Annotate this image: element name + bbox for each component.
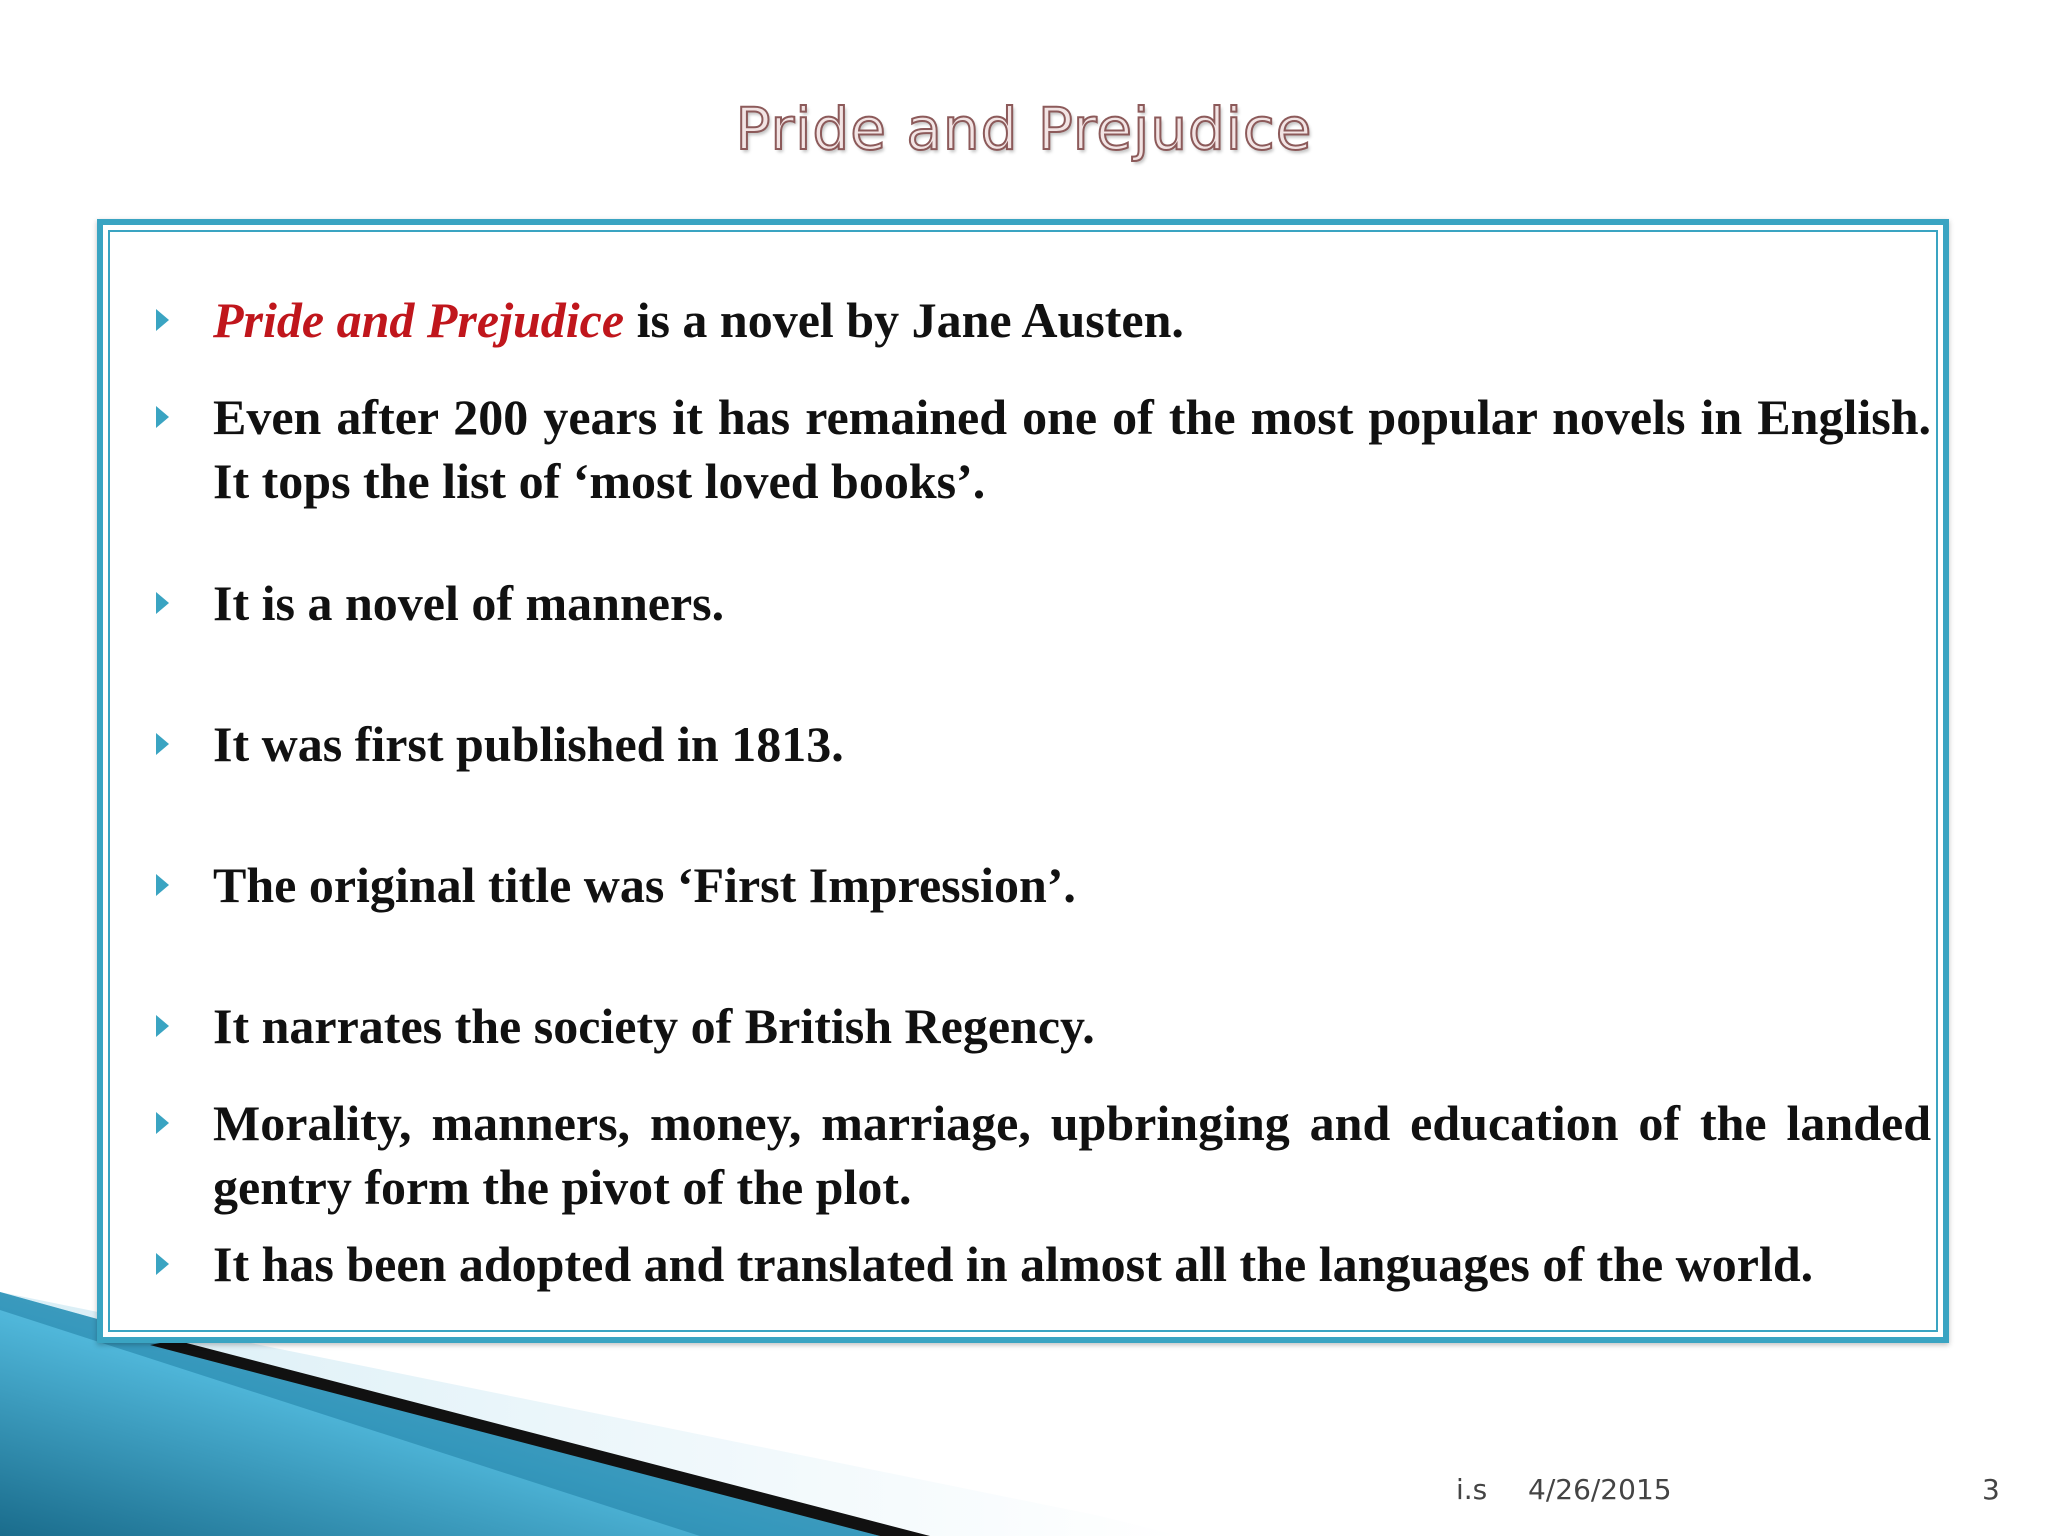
bullet-text bbox=[213, 288, 1931, 352]
triangle-right-icon bbox=[156, 309, 169, 331]
bullet-text: Even after 200 years it has remained one of the most popular novels in English. It tops the list of ‘most loved books’. bbox=[213, 389, 1931, 509]
slide-title: Pride and Prejudice bbox=[735, 95, 1313, 163]
triangle-right-icon bbox=[156, 406, 169, 428]
bullet-text: Morality, manners, money, marriage, upbringing and education of the landed gentry form the pivot of the plot. bbox=[213, 1095, 1931, 1215]
triangle-right-icon bbox=[156, 1112, 169, 1134]
bullet-text: The original title was ‘First Impression’. bbox=[213, 857, 1076, 913]
footer-author: i.s bbox=[1456, 1473, 1488, 1506]
bullet-text: It has been adopted and translated in almost all the languages of the world. bbox=[213, 1236, 1814, 1292]
bullet-text: It is a novel of manners. bbox=[213, 575, 725, 631]
bullet-text: It narrates the society of British Regency. bbox=[213, 998, 1095, 1054]
triangle-right-icon bbox=[156, 592, 169, 614]
footer-date: 4/26/2015 bbox=[1528, 1473, 1672, 1506]
content-box bbox=[97, 219, 1949, 1343]
triangle-right-icon bbox=[156, 1015, 169, 1037]
triangle-right-icon bbox=[156, 733, 169, 755]
triangle-right-icon bbox=[156, 874, 169, 896]
slide-number: 3 bbox=[1982, 1473, 2000, 1506]
bullet-text-rest: is a novel by Jane Austen. bbox=[624, 292, 1184, 348]
bullet-text: It was first published in 1813. bbox=[213, 716, 844, 772]
novel-title-highlight: Pride and Prejudice bbox=[213, 292, 625, 348]
triangle-right-icon bbox=[156, 1253, 169, 1275]
